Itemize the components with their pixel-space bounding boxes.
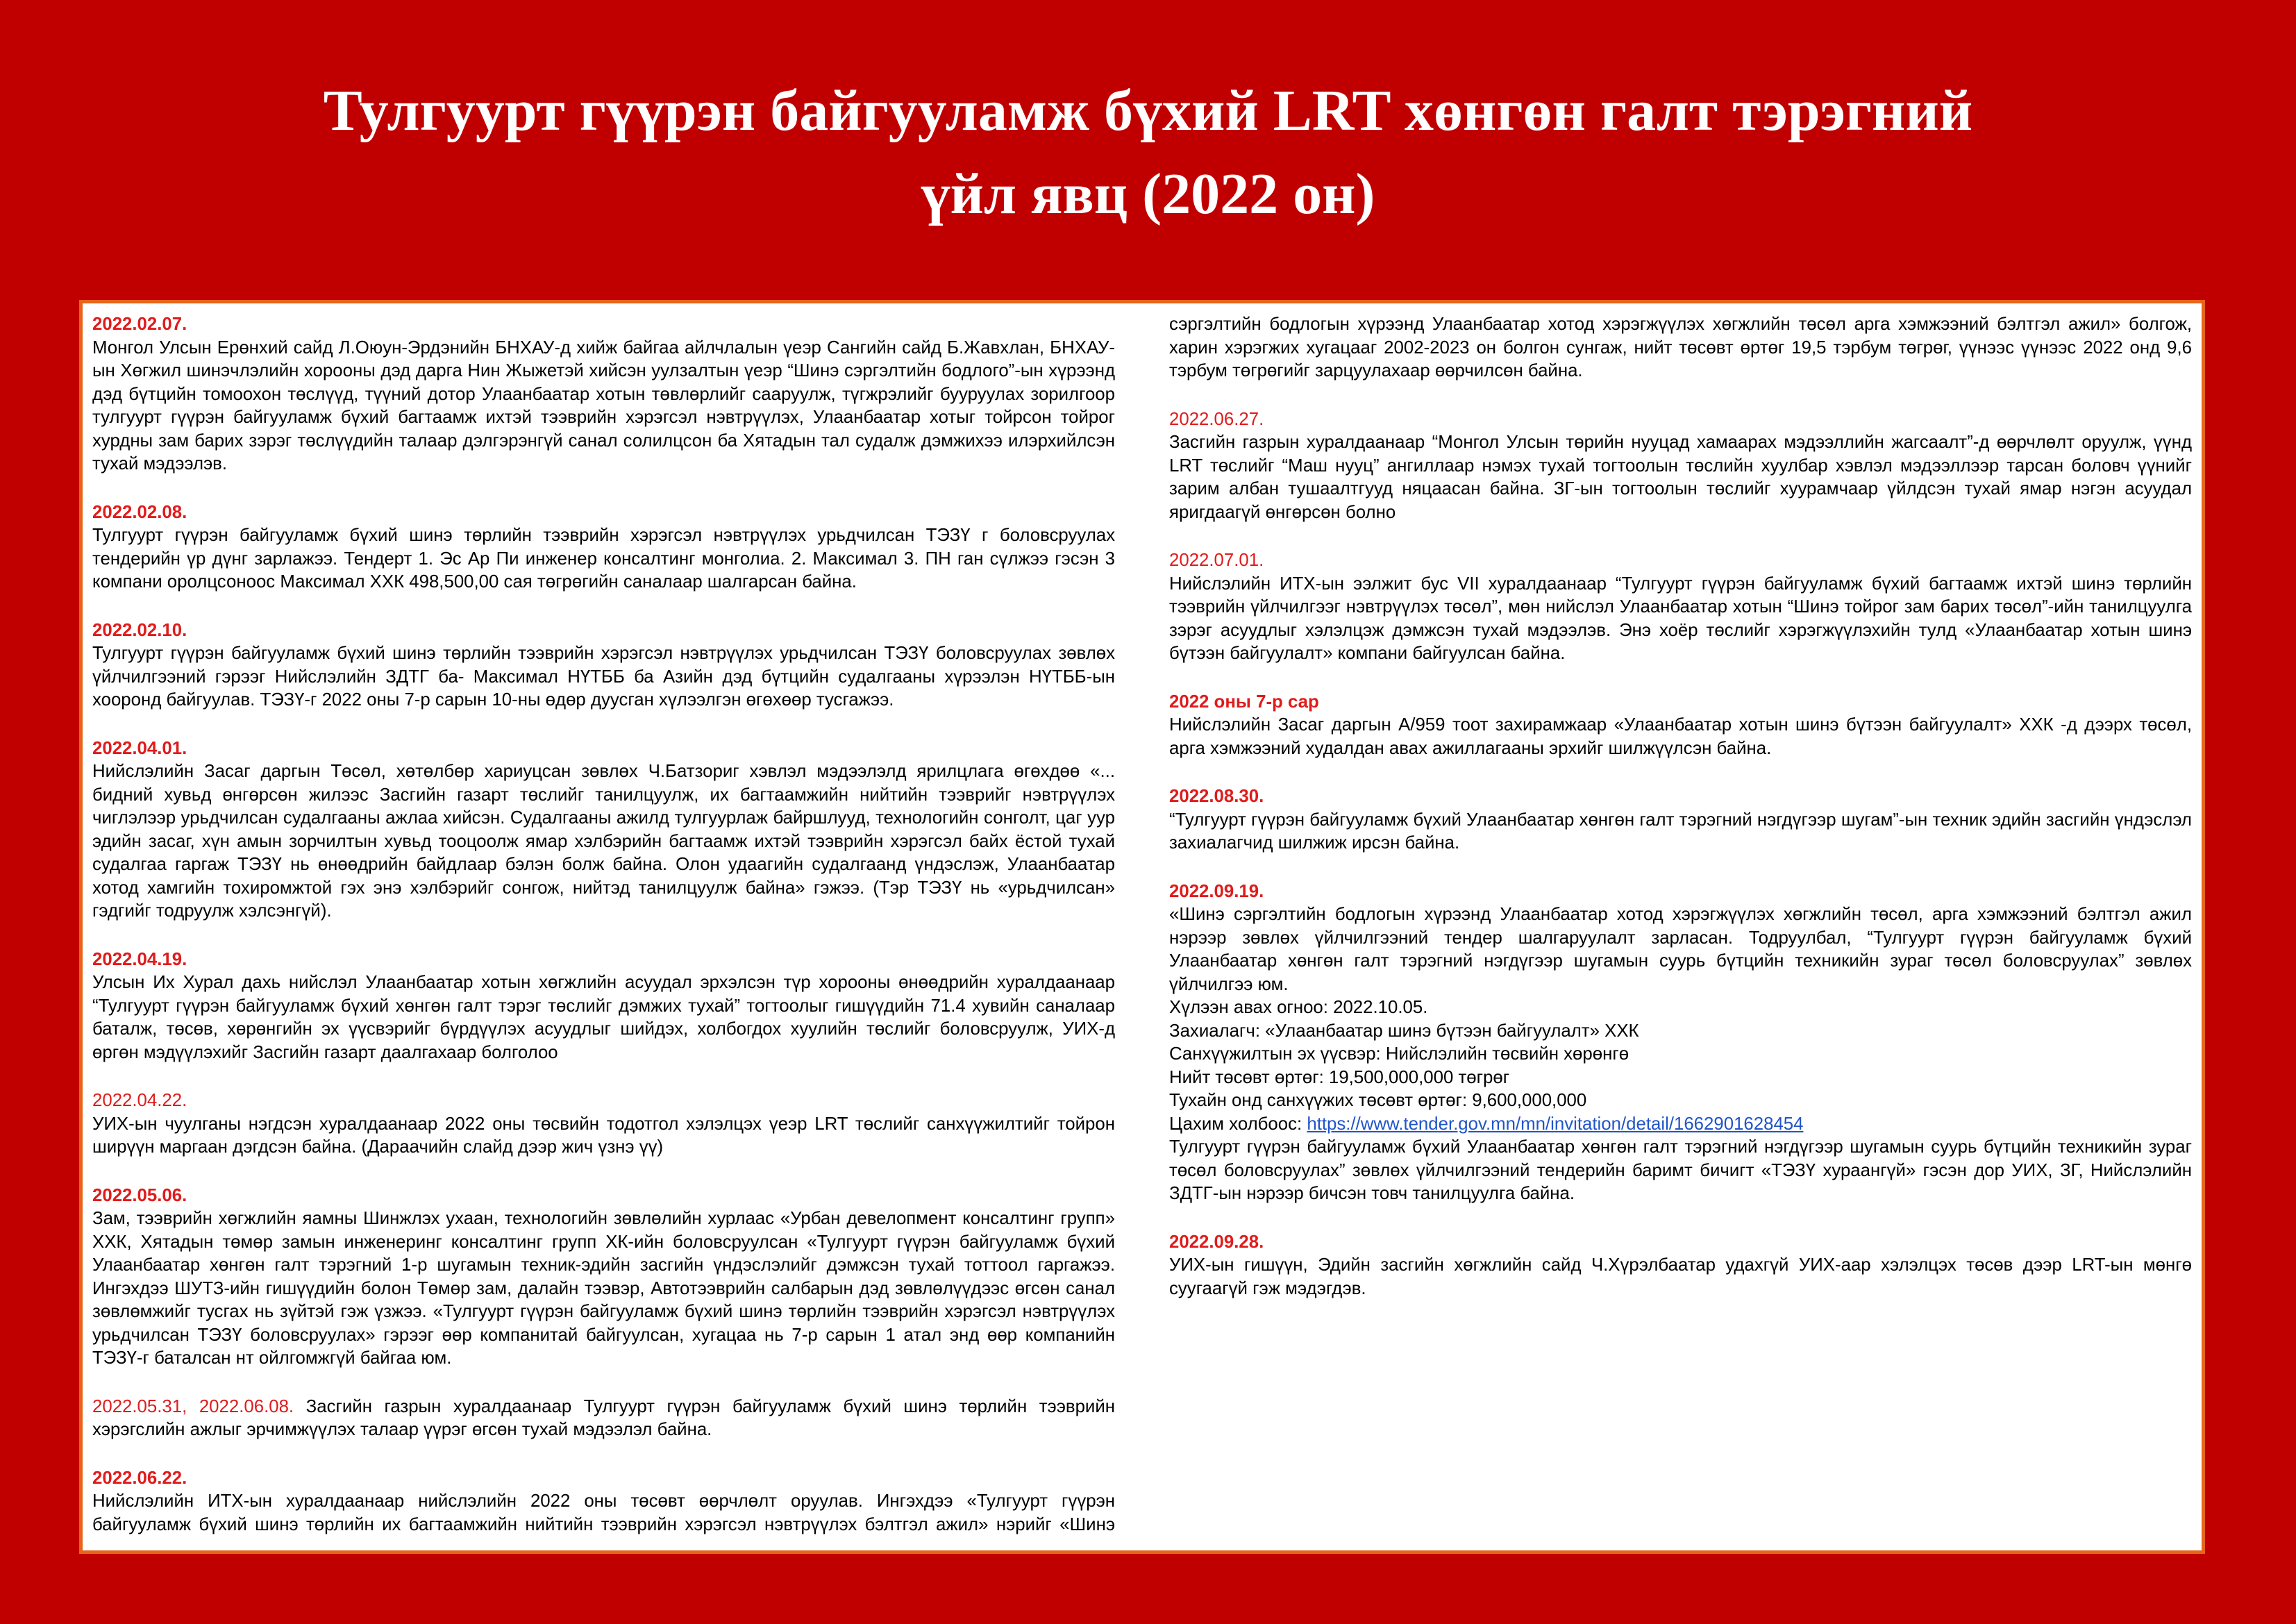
page-title-line-1: Тулгуурт гүүрэн байгууламж бүхий LRT хөнгөн галт тэрэгний	[323, 78, 1973, 143]
entry-text: Тулгуурт гүүрэн байгууламж бүхий шинэ төрлийн тээврийн хэрэгсэл нэвтрүүлэх урьдчилсан ТЭЗҮ боловсруулах зөвлөх үйлчилгээний гэрээг Нийслэлийн ЗДТГ ба- Максимал НҮТББ ба Азийн дэд бүтцийн судалгааны хүрээлэн НҮТББ-ын хооронд байгуулав. ТЭЗҮ-г 2022 оны 7-р сарын 10-ны өдөр дуусган хүлээлгэн өгөхөөр тусгажээ.	[92, 644, 1115, 710]
entry-date: 2022.08.30.	[1169, 787, 1264, 806]
entry-date: 2022.09.19.	[1169, 881, 1264, 901]
timeline-entry	[92, 737, 1115, 923]
entry-date: 2022.04.19.	[92, 949, 187, 969]
tender-annual-budget: Тухайн онд санхүүжих төсөвт өртөг: 9,600,000,000	[1169, 1091, 1587, 1110]
entry-text: Засгийн газрын хуралдаанаар Тулгуурт гүүрэн байгууламж бүхий шинэ төрлийн тээврийн хэрэгслийн ажлыг эрчимжүүлэх талаар үүрэг өгсөн тухай мэдээлэл байна.	[92, 1396, 1115, 1439]
entry-text: “Тулгуурт гүүрэн байгууламж бүхий Улаанбаатар хөнгөн галт тэрэгний нэгдүгээр шугам”-ын техник эдийн засгийн үндэслэл захиалагчид шилжиж ирсэн байна.	[1169, 810, 2192, 853]
timeline-entry	[92, 1089, 1115, 1160]
timeline-entry	[92, 501, 1115, 594]
timeline-entry	[1169, 880, 2192, 1206]
entry-text: Нийслэлийн ИТХ-ын ээлжит бус VII хуралдаанаар “Тулгуурт гүүрэн байгууламж бүхий багтаамж ихтэй шинэ төрлийн тээврийн үйлчилгээг нэвтрүүлэх төсөл”, мөн нийслэл Улаанбаатар хотын “Шинэ тойрог зам барих төсөл”-ийн танилцуулга зэрэг асуудлыг хэлэлцэж дэмжсэн тухай мэдээлэв. Энэ хоёр төслийг хэрэгжүүлэхийн тулд «Улаанбаатар хотын шинэ бүтээн байгуулалт» компани байгуулсан байна.	[1169, 574, 2192, 663]
entry-date: 2022.04.01.	[92, 738, 187, 758]
entry-text: Нийслэлийн ИТХ-ын хуралдаанаар нийслэлийн 2022 оны төсөвт өөрчлөлт оруулав. Ингэхдээ «Тулгуурт гүүрэн байгууламж бүхий шинэ төрлийн их багтаамжийн нийтийн тээврийн хэрэгсэл нэвтрүүлэх бэлтгэл ажил» нэрийг «Шинэ сэргэлтийн бодлогын хүрээнд Улаанбаатар хотод хэрэгжүүлэх хөгжлийн төсөл арга хэмжээний бэлтгэл ажил» болгож, харин хэрэгжих хугацааг 2002-2023 он болгон сунгаж, нийт төсөвт өртөг 19,5 тэрбум төгрөг, үүнээс үүнээс 2022 онд 9,6 тэрбум төгрөгийг зарцуулахаар өөрчилсөн байна.	[92, 315, 2192, 1534]
tender-link-row	[1169, 1113, 2192, 1137]
entry-date: 2022.02.08.	[92, 502, 187, 522]
tender-customer: Захиалагч: «Улаанбаатар шинэ бүтээн байгуулалт» ХХК	[1169, 1021, 1639, 1041]
timeline-entry	[1169, 408, 2192, 525]
page-title-line-2: үйл явц (2022 он)	[921, 162, 1375, 226]
tender-received-date: Хүлээн авах огноо: 2022.10.05.	[1169, 998, 1428, 1017]
tender-link-label: Цахим холбоос:	[1169, 1114, 1307, 1134]
timeline-entry	[92, 619, 1115, 712]
entry-date: 2022.02.07.	[92, 315, 187, 334]
entry-text-continued: Тулгуурт гүүрэн байгууламж бүхий Улаанбаатар хөнгөн галт тэрэгний нэгдүгээр шугамын суурь бүтцийн техникийн зураг төсөл боловсруулах” зөвлөх үйлчилгээний тендерийн баримт бичигт «ТЭЗҮ хураангүй» гэсэн дор УИХ, ЗГ, Нийслэлийн ЗДТГ-ын нэрээр бичсэн товч танилцуулга байна.	[1169, 1137, 2192, 1203]
page-title	[0, 69, 2296, 236]
timeline-entry	[92, 948, 1115, 1065]
entry-text: Улсын Их Хурал дахь нийслэл Улаанбаатар хотын хөгжлийн асуудал эрхэлсэн түр хорооны өнөөдрийн хуралдаанаар “Тулгуурт гүүрэн байгууламж бүхий хөнгөн галт тэрэг төслийг дэмжих тухай” тогтоолыг гишүүдийн 71.4 хувийн саналаар баталж, төсөв, хөрөнгийн эх үүсвэрийг бүрдүүлэх асуудлыг шийдэх, холбогдох хуулийн төслийг боловсруулж, УИХ-д өргөн мэдүүлэхийг Засгийн газарт даалгахаар болголоо	[92, 973, 1115, 1062]
entry-date: 2022.05.31, 2022.06.08.	[92, 1396, 294, 1416]
entry-date: 2022.09.28.	[1169, 1232, 1264, 1252]
tender-total-budget: Нийт төсөвт өртөг: 19,500,000,000 төгрөг	[1169, 1067, 1510, 1087]
entry-date: 2022 оны 7-р сар	[1169, 692, 1319, 712]
entry-text: УИХ-ын гишүүн, Эдийн засгийн хөгжлийн сайд Ч.Хүрэлбаатар удахгүй УИХ-аар хэлэлцэх төсөв дээр LRT-ын мөнгө суугаагүй гэж мэдэгдэв.	[1169, 1255, 2192, 1298]
entry-text: Монгол Улсын Ерөнхий сайд Л.Оюун-Эрдэнийн БНХАУ-д хийж байгаа айлчлалын үеэр Сангийн сайд Б.Жавхлан, БНХАУ-ын Хөгжил шинэчлэлийн хорооны дэд дарга Нин Жыжетэй хийсэн уулзалтын үеэр “Шинэ сэргэлтийн бодлого”-ын хүрээнд дэд бүтцийн томоохон төслүүд, түүний дотор Улаанбаатар хотын төвлөрлийг сааруулж, түгжрэлийг бууруулах зорилгоор тулгуурт гүүрэн байгууламж бүхий багтаамж ихтэй тээврийн хэрэгсэл нэвтрүүлэх, Улаанбаатар хотыг тойрсон тойрог хурдны зам барих зэрэг төслүүдийн талаар дэлгэрэнгүй санал солилцсон ба Хятадын тал судалж дэмжихээ илэрхийлсэн тухай мэдээлэв.	[92, 337, 1115, 474]
tender-funding-source: Санхүүжилтын эх үүсвэр: Нийслэлийн төсвийн хөрөнгө	[1169, 1044, 1629, 1064]
timeline-entry	[92, 313, 1115, 476]
timeline-entry	[1169, 785, 2192, 855]
timeline-entry	[1169, 549, 2192, 666]
entry-text: Нийслэлийн Засаг даргын А/959 тоот захирамжаар «Улаанбаатар хотын шинэ бүтээн байгуулалт» ХХК -д дээрх төсөл, арга хэмжээний худалдан авах ажиллагааны эрхийг шилжүүлсэн байна.	[1169, 715, 2192, 758]
entry-text: Засгийн газрын хуралдаанаар “Монгол Улсын төрийн нууцад хамаарах мэдээллийн жагсаалт”-д өөрчлөлт оруулж, үүнд LRT төслийг “Маш нууц” ангиллаар нэмэх тухай тогтоолын төслийн хуулбар хэвлэл мэдээллээр тарсан боловч үүнийг зарим албан тушаалтгууд няцаасан байна. ЗГ-ын тогтоолын төслийг хуурамчаар үйлдсэн тухай ямар нэгэн асуудал яригдаагүй өнгөрсөн болно	[1169, 433, 2192, 522]
timeline-entry	[92, 1184, 1115, 1371]
entry-date: 2022.06.27.	[1169, 409, 1264, 429]
timeline-entry	[1169, 691, 2192, 761]
entry-date: 2022.04.22.	[92, 1091, 187, 1110]
entry-text: Нийслэлийн Засаг даргын Төсөл, хөтөлбөр хариуцсан зөвлөх Ч.Батзориг хэвлэл мэдээлэлд ярилцлага өгөхдөө «... бидний хувьд өнгөрсөн жилээс Засгийн газарт төслийг танилцуулж, их багтаамжийн нийтийн тээврийг нэвтрүүлэх чиглэлээр урьдчилсан судалгааны ажлаа хийсэн. Судалгааны ажилд тулгуурлаж байршлууд, технологийн сонголт, цаг уур эдийн засаг, хүн амын зорчилтын хувьд тооцоолж ямар хэлбэрийн багтаамж ихтэй тээврийн хэрэгсэл байх ёстой тухай судалгаа гаргаж ТЭЗҮ нь өнөөдрийн байдлаар бэлэн болж байна. Олон удаагийн судалгаанд үндэслэж, Улаанбаатар хотод хамгийн тохиромжтой гэх энэ хэлбэрийг сонгож, нийтэд танилцуулж байна» гэжээ. (Тэр ТЭЗҮ нь «урьдчилсан» гэдгийг тодруулж хэлсэнгүй).	[92, 762, 1115, 921]
entry-date: 2022.06.22.	[92, 1468, 187, 1488]
entry-date: 2022.05.06.	[92, 1185, 187, 1205]
tender-link[interactable]: https://www.tender.gov.mn/mn/invitation/detail/1662901628454	[1307, 1114, 1804, 1134]
entry-text: УИХ-ын чуулганы нэгдсэн хуралдаанаар 2022 оны төсвийн тодотгол хэлэлцэх үеэр LRT төслийг санхүүжилтийг тойрон ширүүн маргаан дэгдсэн байна. (Дараачийн слайд дээр жич үзнэ үү)	[92, 1114, 1115, 1157]
entry-date: 2022.07.01.	[1169, 551, 1264, 570]
timeline-entry	[92, 1396, 1115, 1442]
entry-text: «Шинэ сэргэлтийн бодлогын хүрээнд Улаанбаатар хотод хэрэгжүүлэх хөгжлийн төсөл, арга хэмжээний бэлтгэл ажил нэрээр зөвлөх үйлчилгээний тендер шалгаруулалт зарласан. Тодруулбал, “Тулгуурт гүүрэн байгууламж бүхий Улаанбаатар хөнгөн галт тэрэгний нэгдүгээр шугамын суурь бүтцийн техникийн зураг төсөл боловсруулах” зөвлөх үйлчилгээ юм.	[1169, 905, 2192, 994]
timeline-entry	[1169, 1231, 2192, 1301]
entry-date: 2022.02.10.	[92, 620, 187, 640]
entry-text: Тулгуурт гүүрэн байгууламж бүхий шинэ төрлийн тээврийн хэрэгсэл нэвтрүүлэх урьдчилсан ТЭЗҮ г боловсруулах тендерийн үр дүнг зарлажээ. Тендерт 1. Эс Ар Пи инженер консалтинг монголиа. 2. Максимал 3. ПН ган сүлжээ гэсэн 3 компани оролцсоноос Максимал ХХК 498,500,00 сая төгрөгийн саналаар шалгарсан байна.	[92, 526, 1115, 592]
timeline-panel	[79, 300, 2205, 1554]
entry-text: Зам, тээврийн хөгжлийн яамны Шинжлэх ухаан, технологийн зөвлөлийн хурлаас «Урбан девелопмент консалтинг групп» ХХК, Хятадын төмөр замын инженеринг консалтинг групп ХК-ийн боловсруулсан «Тулгуурт гүүрэн байгууламж бүхий Улаанбаатар хөнгөн галт тэрэгний 1-р шугамын техник-эдийн засгийн үндэслэлийг дэмжсэн тухай тоттоол гаргажээ. Ингэхдээ ШУТЗ-ийн гишүүдийн болон Төмөр зам, далайн тээвэр, Автотээврийн салбарын дэд зөвлөлүүдээс өгсөн санал зөвлөмжийг тусгах нь зүйтэй гэж үзжээ. «Тулгуурт гүүрэн байгууламж бүхий шинэ төрлийн тээврийн хэрэгсэл нэвтрүүлэх урьдчилсан ТЭЗҮ боловсруулах» гэрээг өөр компанитай байгуулсан, хугацаа нь 7-р сарын 1 атал энд өөр компанийн ТЭЗҮ-г баталсан нт ойлгомжгүй байгаа юм.	[92, 1209, 1115, 1368]
